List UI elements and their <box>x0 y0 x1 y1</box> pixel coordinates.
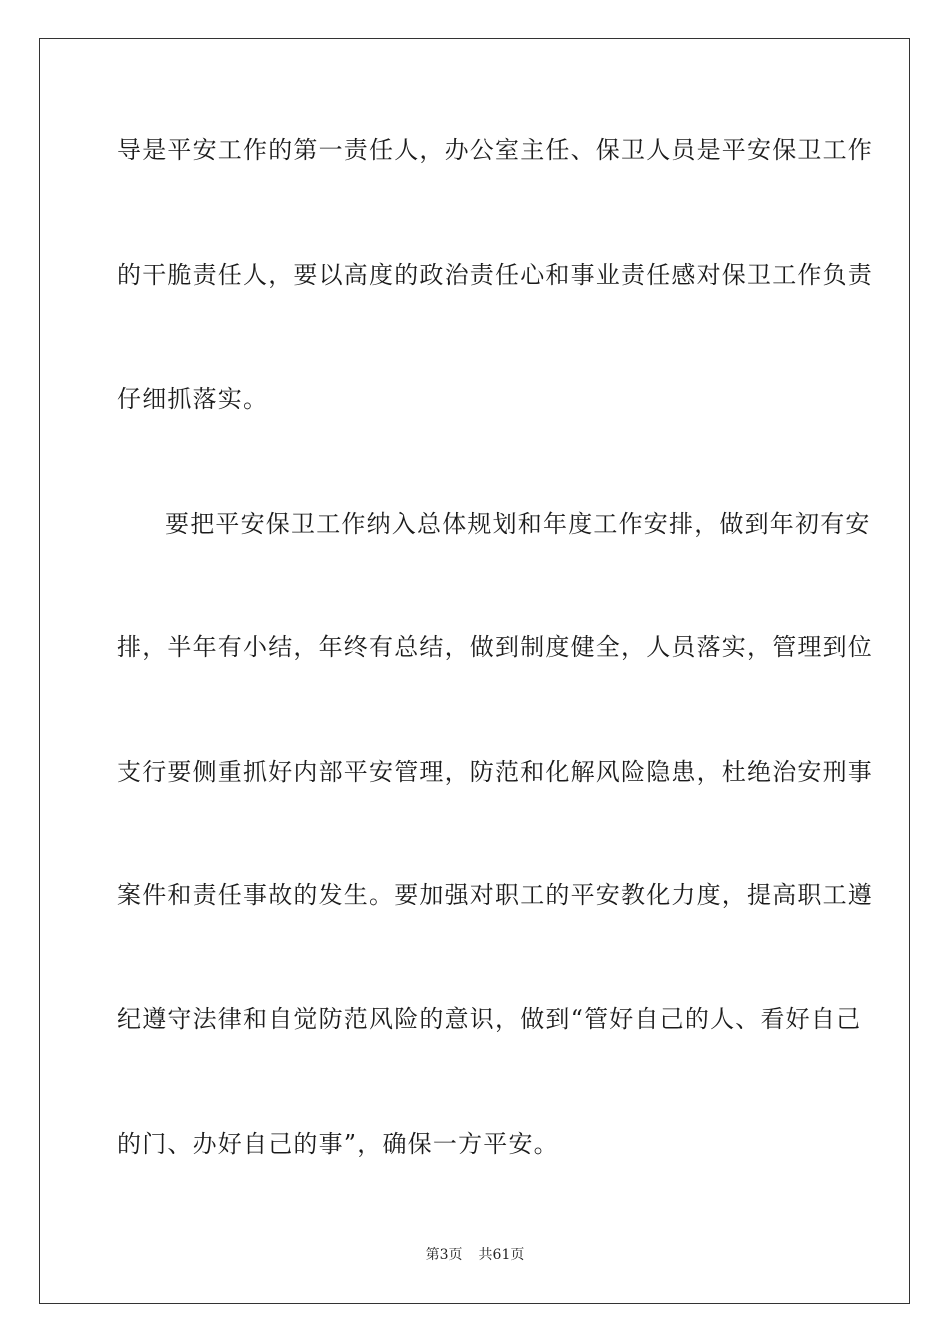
text-line: 纪遵守法律和自觉防范风险的意识，做到“管好自己的人、看好自己 <box>117 1005 862 1033</box>
page-frame <box>39 38 910 1304</box>
page-number: 第3页 <box>425 1247 463 1263</box>
text-line: 要把平安保卫工作纳入总体规划和年度工作安排，做到年初有安 <box>165 510 871 538</box>
text-line: 支行要侧重抓好内部平安管理，防范和化解风险隐患，杜绝治安刑事 <box>117 758 873 786</box>
text-line: 排，半年有小结，年终有总结，做到制度健全，人员落实，管理到位 <box>117 633 873 661</box>
text-line: 导是平安工作的第一责任人，办公室主任、保卫人员是平安保卫工作 <box>117 136 873 164</box>
text-line: 仔细抓落实。 <box>117 385 269 413</box>
text-line: 的干脆责任人，要以高度的政治责任心和事业责任感对保卫工作负责 <box>117 261 873 289</box>
text-line: 案件和责任事故的发生。要加强对职工的平安教化力度，提高职工遵 <box>117 881 873 909</box>
page-footer <box>0 1246 950 1264</box>
total-pages: 共61页 <box>478 1247 525 1263</box>
text-line: 的门、办好自己的事”，确保一方平安。 <box>117 1130 559 1158</box>
